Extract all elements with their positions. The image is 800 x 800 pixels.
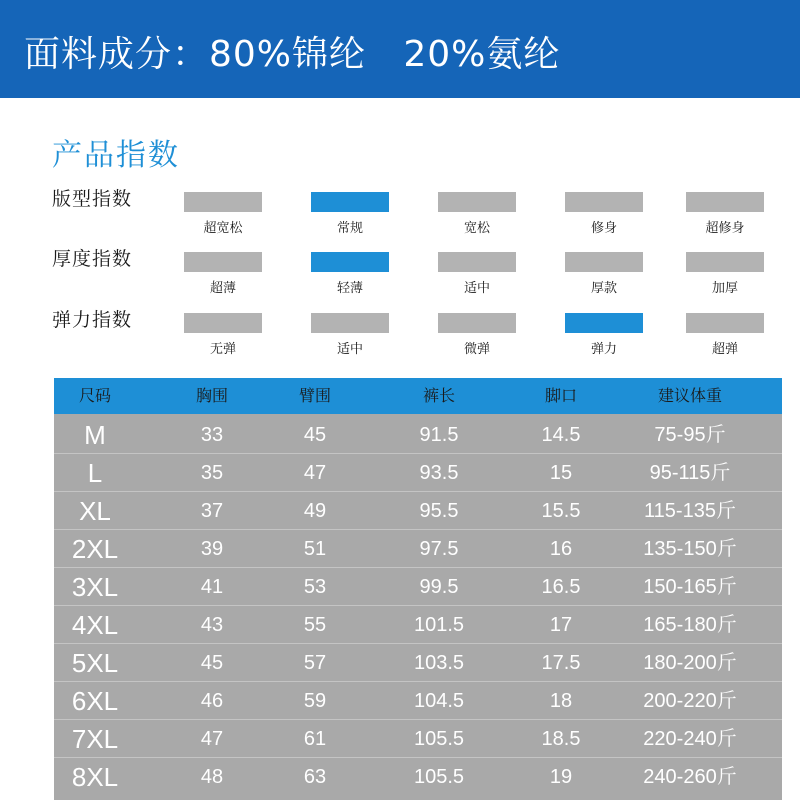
table-cell: 41 <box>200 576 224 598</box>
table-cell: 105.5 <box>413 728 465 750</box>
index-option <box>311 252 391 296</box>
table-cell: 51 <box>303 538 327 560</box>
table-cell: 14.5 <box>541 424 581 446</box>
index-bar <box>311 313 389 333</box>
index-option <box>438 252 518 296</box>
table-cell: 135-150斤 <box>643 538 737 560</box>
index-option <box>686 192 766 236</box>
index-bar <box>184 252 262 272</box>
table-cell: 105.5 <box>413 766 465 788</box>
table-cell: 45 <box>200 652 224 674</box>
index-label: 弹力指数 <box>52 309 133 331</box>
table-cell: 57 <box>303 652 327 674</box>
table-cell: 18 <box>549 690 573 712</box>
product-index-title: 产品指数 <box>52 138 180 173</box>
table-cell: 39 <box>200 538 224 560</box>
size-cell: 4XL <box>71 610 119 640</box>
size-cell: L <box>87 458 103 488</box>
column-header: 裤长 <box>422 386 455 405</box>
index-option-label: 宽松 <box>463 221 490 236</box>
column-header: 尺码 <box>78 386 111 405</box>
index-option <box>565 252 645 296</box>
index-option <box>686 252 766 296</box>
thickness-index-row <box>0 248 800 312</box>
table-row <box>54 530 782 568</box>
index-option-label: 修身 <box>590 221 617 236</box>
index-bar <box>184 313 262 333</box>
table-row <box>54 416 782 454</box>
size-chart-header <box>54 378 782 414</box>
composition-banner <box>0 0 800 98</box>
index-option-label: 超弹 <box>711 342 738 357</box>
column-header: 脚口 <box>544 386 577 405</box>
table-cell: 63 <box>303 766 327 788</box>
index-option-label: 加厚 <box>711 281 738 296</box>
table-cell: 45 <box>303 424 327 446</box>
table-cell: 59 <box>303 690 327 712</box>
column-header: 臂围 <box>298 386 331 405</box>
table-cell: 101.5 <box>413 614 465 636</box>
index-option <box>311 192 391 236</box>
elasticity-index-row <box>0 309 800 373</box>
size-cell: 7XL <box>71 724 119 754</box>
table-cell: 165-180斤 <box>643 614 737 636</box>
table-cell: 103.5 <box>413 652 465 674</box>
index-option-label: 常规 <box>336 221 363 236</box>
index-bar-selected <box>311 192 389 212</box>
index-option <box>565 192 645 236</box>
table-cell: 115-135斤 <box>644 500 736 522</box>
size-cell: 6XL <box>71 686 119 716</box>
table-cell: 17.5 <box>541 652 581 674</box>
size-chart-table <box>54 378 782 800</box>
table-row <box>54 758 782 796</box>
table-cell: 53 <box>303 576 327 598</box>
index-bar <box>438 192 516 212</box>
size-cell: M <box>84 420 106 450</box>
table-row <box>54 644 782 682</box>
size-cell: 5XL <box>71 648 119 678</box>
index-option-label: 超薄 <box>209 281 236 296</box>
table-cell: 97.5 <box>419 538 459 560</box>
index-label: 版型指数 <box>52 188 133 210</box>
fabric-composition-text: 面料成分：80%锦纶 20%氨纶 <box>24 34 561 75</box>
table-cell: 48 <box>200 766 224 788</box>
table-cell: 104.5 <box>413 690 465 712</box>
table-cell: 93.5 <box>419 462 459 484</box>
table-cell: 43 <box>200 614 224 636</box>
index-bar <box>438 252 516 272</box>
index-option-label: 无弹 <box>209 342 236 357</box>
index-option <box>686 313 766 357</box>
table-cell: 46 <box>200 690 224 712</box>
index-option-label: 适中 <box>463 281 490 296</box>
table-cell: 47 <box>303 462 327 484</box>
index-bar <box>184 192 262 212</box>
index-bar <box>438 313 516 333</box>
table-cell: 16 <box>549 538 573 560</box>
table-cell: 95-115斤 <box>649 462 731 484</box>
index-option <box>184 252 264 296</box>
table-cell: 180-200斤 <box>643 652 737 674</box>
index-bar <box>686 313 764 333</box>
size-cell: 2XL <box>71 534 119 564</box>
table-row <box>54 682 782 720</box>
index-bar <box>565 192 643 212</box>
index-option-label: 微弹 <box>463 342 490 357</box>
index-option-label: 适中 <box>336 342 363 357</box>
table-cell: 99.5 <box>419 576 459 598</box>
table-cell: 18.5 <box>541 728 581 750</box>
index-bar-selected <box>565 313 643 333</box>
table-cell: 55 <box>303 614 327 636</box>
table-cell: 17 <box>549 614 573 636</box>
index-option-label: 厚款 <box>590 281 617 296</box>
table-row <box>54 720 782 758</box>
table-cell: 91.5 <box>419 424 459 446</box>
table-cell: 33 <box>200 424 224 446</box>
table-cell: 49 <box>303 500 327 522</box>
index-bar <box>565 252 643 272</box>
index-option <box>565 313 645 357</box>
table-cell: 220-240斤 <box>643 728 737 750</box>
index-bar <box>686 192 764 212</box>
table-cell: 95.5 <box>419 500 459 522</box>
index-option-label: 弹力 <box>590 342 617 357</box>
index-option-label: 超宽松 <box>203 221 243 236</box>
table-cell: 19 <box>549 766 573 788</box>
size-cell: XL <box>79 496 111 526</box>
index-option <box>311 313 391 357</box>
table-row <box>54 606 782 644</box>
index-label: 厚度指数 <box>52 248 133 270</box>
table-cell: 150-165斤 <box>643 576 737 598</box>
index-option-label: 轻薄 <box>336 281 363 296</box>
index-option <box>438 313 518 357</box>
table-cell: 75-95斤 <box>654 424 726 446</box>
index-bar <box>686 252 764 272</box>
table-cell: 47 <box>200 728 224 750</box>
table-cell: 16.5 <box>541 576 581 598</box>
index-bar-selected <box>311 252 389 272</box>
index-option <box>438 192 518 236</box>
table-cell: 37 <box>200 500 224 522</box>
table-row <box>54 568 782 606</box>
fit-index-row <box>0 188 800 252</box>
table-cell: 200-220斤 <box>643 690 737 712</box>
table-row <box>54 492 782 530</box>
index-option <box>184 313 264 357</box>
index-option <box>184 192 264 236</box>
index-option-label: 超修身 <box>705 221 745 236</box>
column-header: 胸围 <box>195 386 228 405</box>
size-cell: 3XL <box>71 572 119 602</box>
table-cell: 15.5 <box>541 500 581 522</box>
table-cell: 61 <box>303 728 327 750</box>
table-cell: 35 <box>200 462 224 484</box>
size-cell: 8XL <box>71 762 119 792</box>
table-row <box>54 454 782 492</box>
table-cell: 15 <box>549 462 573 484</box>
column-header: 建议体重 <box>657 386 722 405</box>
table-cell: 240-260斤 <box>643 766 737 788</box>
